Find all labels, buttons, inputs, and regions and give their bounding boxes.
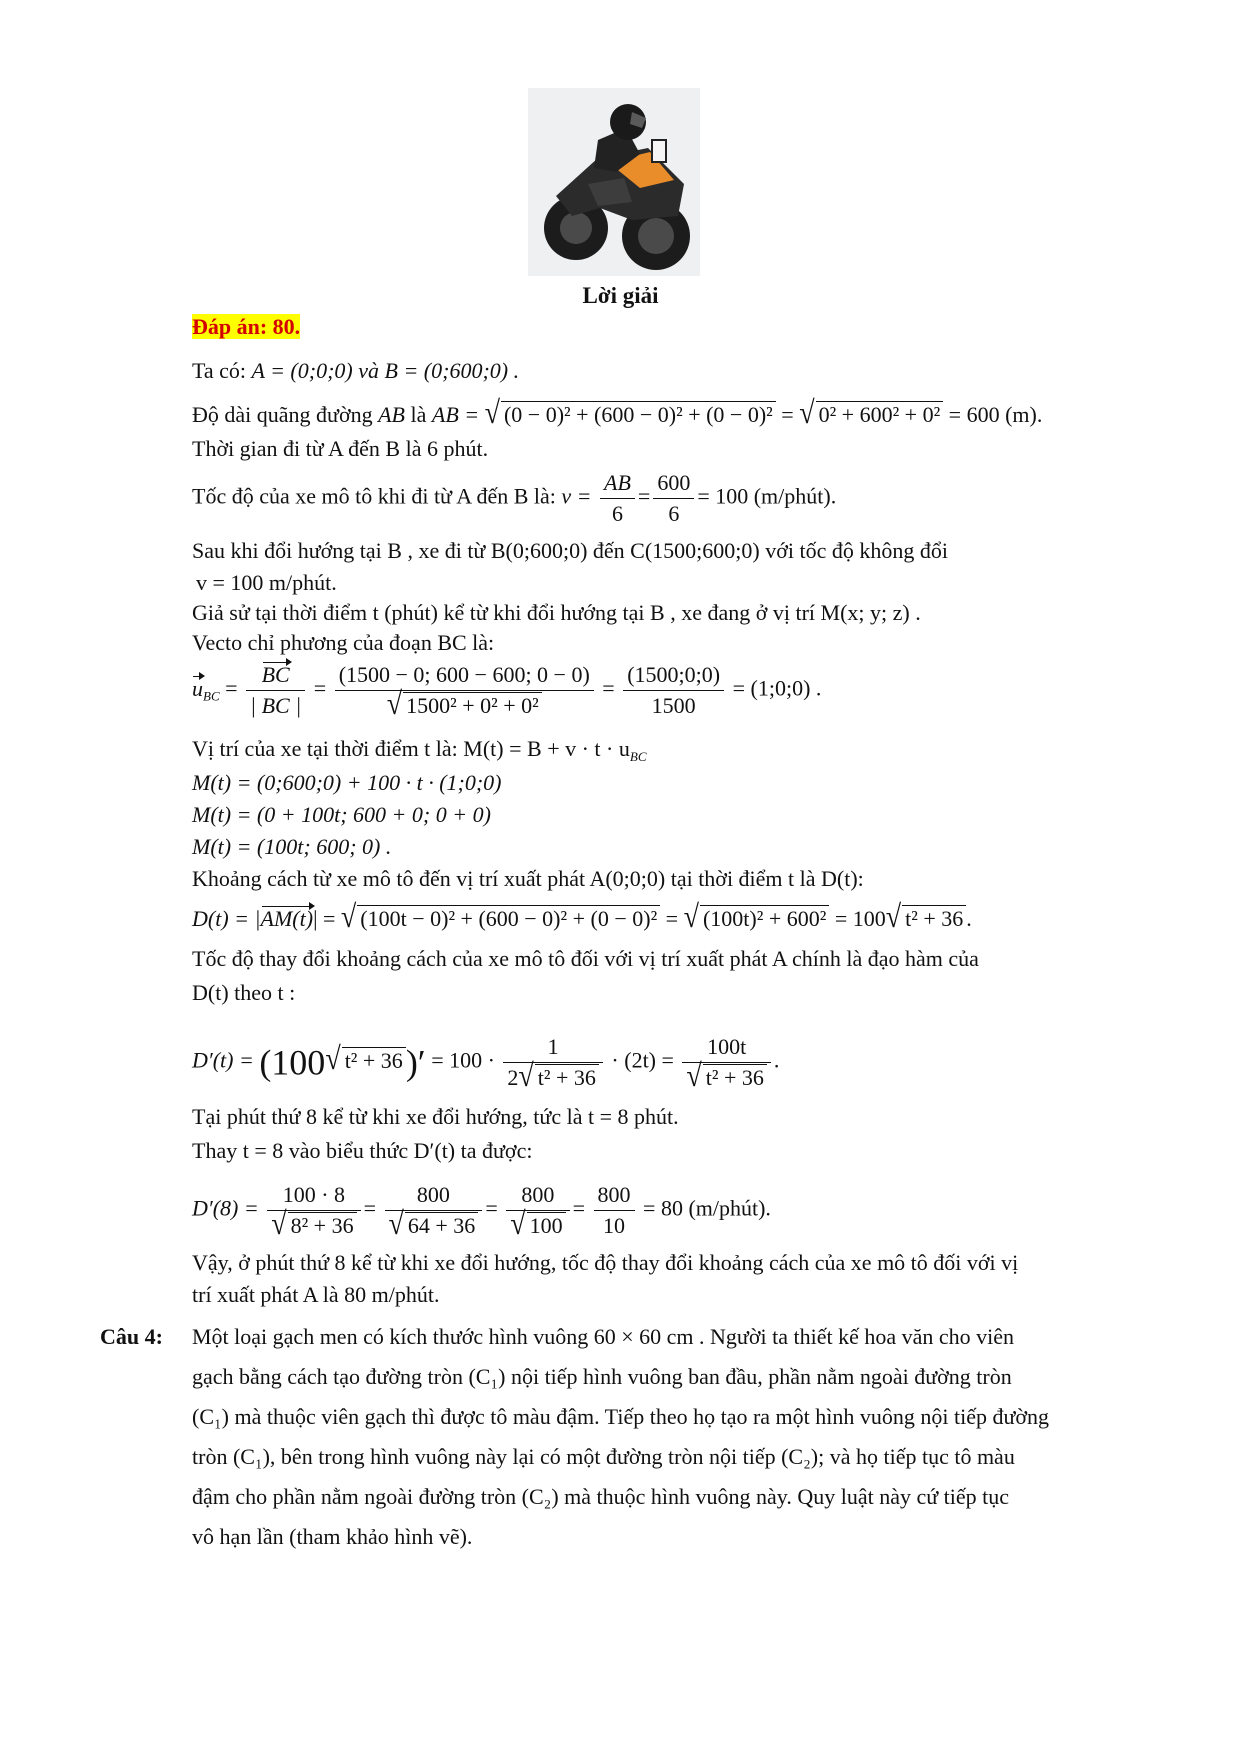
line-position-step2: M(t) = (0 + 100t; 600 + 0; 0 + 0) [192, 802, 491, 827]
answer-highlight: Đáp án: 80. [192, 314, 301, 339]
line-position-step3: M(t) = (100t; 600; 0) . [192, 834, 392, 859]
line-derivative-intro-2: D(t) theo t : [192, 980, 296, 1005]
line-derivative-intro: Tốc độ thay đổi khoảng cách của xe mô tô đối với vị trí xuất phát A chính là đạo hàm của [192, 946, 979, 971]
line-time: Thời gian đi từ A đến B là 6 phút. [192, 436, 489, 461]
line-minute-eight: Tại phút thứ 8 kể từ khi xe đổi hướng, tức là t = 8 phút. [192, 1104, 679, 1129]
line-derivative-formula: D′(t) = (100√ t² + 36)′ = 100 · $\frac{1}{\text{2√ t² + 36}}$ · (2t) = $\frac{100t}{\text{√ t² + 36}}$ . [192, 1034, 780, 1095]
line-direction-vector-intro: Vecto chỉ phương của đoạn BC là: [192, 630, 495, 655]
line-distance-formula: D(t) = |AM(t)| = √ (100t − 0)² + (600 − 0)² + (0 − 0)² = √ (100t)² + 600² = 100√ t² + 36 . [192, 899, 972, 936]
solution-heading: Lời giải [582, 283, 659, 308]
line-speed: Tốc độ của xe mô tô khi đi từ A đến B là: v = $\frac{AB}{6}$ = $\frac{600}{6}$ = 100 (m/phút). [192, 470, 837, 526]
motorcycle-rider-photo [528, 88, 700, 276]
line-assume-position: Giả sử tại thời điểm t (phút) kể từ khi đổi hướng tại B , xe đang ở vị trí M(x; y; z) . [192, 600, 921, 625]
line-position-step1: M(t) = (0;600;0) + 100 · t · (1;0;0) [192, 770, 502, 795]
line-unit-vector: $u_{BC}$ = $\frac{BC}{| BC |}$ = $\frac{(1500 - 0; 600 - 600; 0 - 0)}{\text{√ 1500² + 0² + 0²}}$ = $\frac{(1500;0;0)}{1500}$ = (1;0;0) . [192, 662, 822, 723]
line-coordinates: Ta có: A = (0;0;0) và B = (0;600;0) . [192, 358, 520, 383]
line-velocity: v = 100 m/phút. [196, 570, 337, 595]
document-page: Lời giải Đáp án: 80. Ta có: A = (0;0;0) và B = (0;600;0) . Độ dài quãng đường AB là AB = √ (0 − 0)² + (600 − 0)² + (0 − 0)² = √ 0² + 600² + 0² = 600 (m). Thời gian đi từ A đến B là 6 phút. Tốc độ của xe mô tô khi đi từ A đến B là: v = $\frac{AB}{6}$ = $\frac{600}{6}$ = 100 (m/phút). Sau khi đổi hướng tại B , xe đi từ B(0;600;0) đến C(1500;600;0) với tốc độ không đổi v = 100 m/phút. Giả sử tại thời điểm t (phút) kể từ khi đổi hướng tại B , xe đang ở vị trí M(x; y; z) . Vecto chỉ phương của đoạn BC là: $u_{BC}$ = $\frac{BC}{| BC |}$ = $\frac{(1500 - 0; 600 - 600; 0 - 0)}{\text{√ 1500² + 0² + 0²}}$ = $\frac{(1500;0;0)}{1500}$ = (1;0;0) . Vị trí của xe tại thời điểm t là: $M(t) = B + v \cdot t \cdot u_{BC}$ M(t) = (0;600;0) + 100 · t · (1;0;0) M(t) = (0 + 100t; 600 + 0; 0 + 0) M(t) = (100t; 600; 0) . Khoảng cách từ xe mô tô đến vị trí xuất phát A(0;0;0) tại thời điểm t là D(t): D(t) = |AM(t)| = √ (100t − 0)² + (600 − 0)² + (0 − 0)² = √ (100t)² + 600² = 100√ t² + 36 . Tốc độ thay đổi khoảng cách của xe mô tô đối với vị trí xuất phát A chính là đạo hàm của D(t) theo t : D′(t) = (100√ t² + 36)′ = 100 · $\frac{1}{\text{2√ t² + 36}}$ · (2t) = $\frac{100t}{\text{√ t² + 36}}$ . Tại phút thứ 8 kể từ khi xe đổi hướng, tức là t = 8 phút. Thay t = 8 vào biểu thức D′(t) ta được: D′(8) = $\frac{100 \cdot 8}{\text{√ 8² + 36}}$ = $\frac{800}{√ 64 + 36}$ = $\frac{800}{√ 100}$ = $\frac{800}{10}$ = 80 (m/phút). Vậy, ở phút thứ 8 kể từ khi xe đổi hướng, tốc độ thay đổi khoảng cách của xe mô tô đối với vị trí xuất phát A là 80 m/phút. Câu 4: Một loại gạch men có kích thước hình vuông 60 × 60 cm . Người ta thiết kế hoa văn cho viên gạch bằng cách tạo đường tròn (C₁) nội tiếp hình vuông ban đầu, phần nằm ngoài đường tròn (C₁) mà thuộc viên gạch thì được tô màu đậm. Tiếp theo họ tạo ra một hình vuông nội tiếp đường tròn (C₁), bên trong hình vuông này lại có một đường tròn nội tiếp (C₂); và họ tiếp tục tô màu đậm cho phần nằm ngoài đường tròn (C₂) mà thuộc hình vuông này. Quy luật này cứ tiếp tục vô hạn lần (tham khảo hình vẽ). [0, 0, 1241, 1755]
line-distance-ab: Độ dài quãng đường AB là AB = √ (0 − 0)² + (600 − 0)² + (0 − 0)² = √ 0² + 600² + 0² = 600 (m). [192, 395, 1043, 432]
line-substitute: Thay t = 8 vào biểu thức D′(t) ta được: [192, 1138, 533, 1163]
line-distance-intro: Khoảng cách từ xe mô tô đến vị trí xuất phát A(0;0;0) tại thời điểm t là D(t): [192, 866, 864, 891]
line-conclusion-1: Vậy, ở phút thứ 8 kể từ khi xe đổi hướng, tốc độ thay đổi khoảng cách của xe mô tô đối với vị [192, 1250, 1019, 1275]
line-conclusion-2: trí xuất phát A là 80 m/phút. [192, 1282, 440, 1307]
line-change-direction: Sau khi đổi hướng tại B , xe đi từ B(0;600;0) đến C(1500;600;0) với tốc độ không đổi [192, 538, 948, 563]
line-position-formula: Vị trí của xe tại thời điểm t là: $M(t) = B + v \cdot t \cdot u_{BC}$ [192, 736, 647, 764]
question-4-label: Câu 4: [100, 1324, 163, 1349]
line-derivative-at-eight: D′(8) = $\frac{100 \cdot 8}{\text{√ 8² + 36}}$ = $\frac{800}{√ 64 + 36}$ = $\frac{800}{√ 100}$ = $\frac{800}{10}$ = 80 (m/phút). [192, 1182, 771, 1243]
